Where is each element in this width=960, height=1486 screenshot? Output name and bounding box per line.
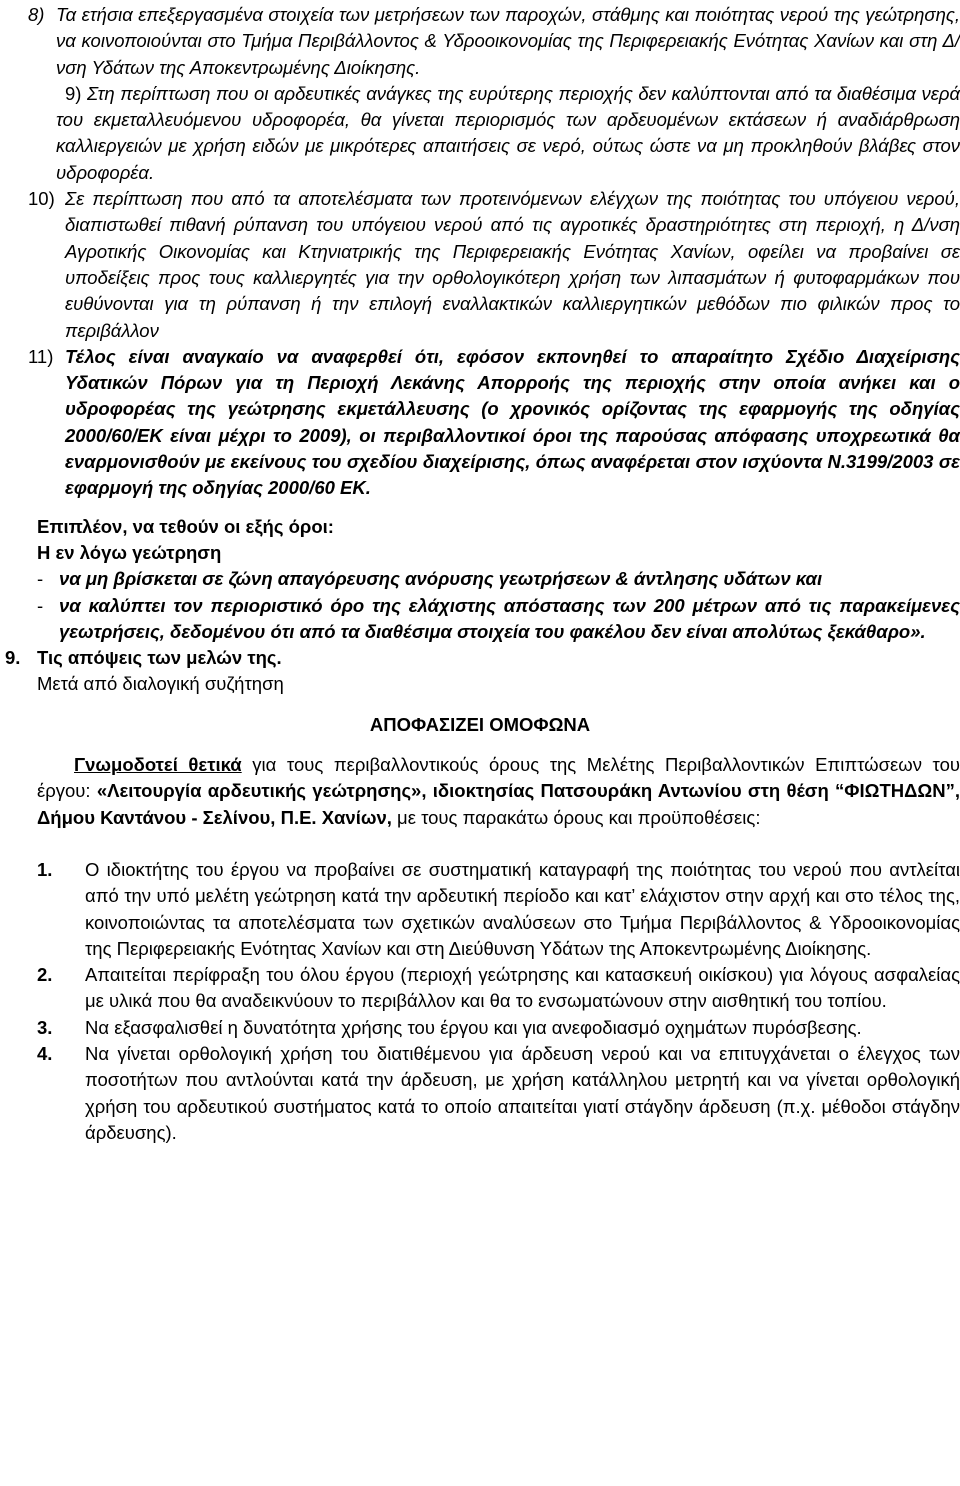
opinion-text-2: με τους παρακάτω όρους και προϋποθέσεις:: [391, 806, 761, 828]
extra-terms-heading: Επιπλέον, να τεθούν οι εξής όροι:: [37, 515, 334, 537]
term-number: 9): [65, 82, 82, 104]
agenda-number: 9.: [5, 647, 21, 669]
condition-text: Ο ιδιοκτήτης του έργου να προβαίνει σε συστηματική καταγραφή της ποιότητας του νερού που αντλείται από την υπό μελέτη γεώτρηση κατά την αρδευτική περίοδο και κατ’ ελάχιστον στην αρχή και στο τέλος της, κοινοποιώντας τα αποτελέσματα των σχετικών αναλύσεων στο Τμήμα Περιβάλλοντος & Υδροοικονομίας της Περιφερειακής Ενότητας Χανίων και στη Διεύθυνση Υδάτων της Αποκεντρωμένης Διοίκησης.: [85, 858, 960, 959]
term-9: [56, 81, 960, 186]
extra-term-text: να καλύπτει τον περιοριστικό όρο της ελάχιστης απόστασης των 200 μέτρων από τις παρακείμενες γεωτρήσεις, δεδομένου ότι από τα διαθέσιμα στοιχεία του φακέλου δεν είναι απολύτως ξεκάθαρο».: [59, 594, 960, 642]
project-title: «Λειτουργία αρδευτικής γεώτρησης», ιδιοκτησίας Πατσουράκη Αντωνίου στη θέση “ΦΙΩΤΗΔΩΝ”, Δήμου Καντάνου - Σελίνου, Π.Ε. Χανίων,: [37, 780, 960, 828]
conditions-list: [37, 857, 960, 1146]
extra-terms-subheading: Η εν λόγω γεώτρηση: [37, 541, 222, 563]
condition-3: [37, 1015, 960, 1041]
condition-number: 1.: [37, 858, 53, 880]
opinion-paragraph: [37, 752, 960, 831]
term-number: 11): [28, 345, 54, 367]
extra-term-1: [37, 566, 960, 592]
term-text: Τέλος είναι αναγκαίο να αναφερθεί ότι, εφόσον εκπονηθεί το απαραίτητο Σχέδιο Διαχείρισης Υδατικών Πόρων για τη Περιοχή Λεκάνης Απορροής της περιοχής στην οποία ανήκει και ο υδροφορέας της γεώτρησης εκμετάλλευσης (ο χρονικός ορίζοντας της εφαρμογής της οδηγίας 2000/60/ΕΚ είναι μέχρι το 2009), οι περιβαλλοντικοί όροι της παρούσας απόφασης υποχρεωτικά θα εναρμονισθούν με εκείνους του σχεδίου διαχείρισης, όπως αναφέρεται στον ισχύοντα Ν.3199/2003 σε εφαρμογή της οδηγίας 2000/60 ΕΚ.: [65, 345, 960, 499]
condition-number: 3.: [37, 1016, 53, 1038]
discussion-note: Μετά από διαλογική συζήτηση: [37, 673, 284, 695]
term-text: Σε περίπτωση που από τα αποτελέσματα των προτεινόμενων ελέγχων της ποιότητας του υπόγειου νερού, διαπιστωθεί πιθανή ρύπανση του υπόγειου νερού από τις αγροτικές δραστηριότητες στη περιοχή, η Δ/νση Αγροτικής Οικονομίας και Κτηνιατρικής της Περιφερειακής Ενότητας Χανίων, οφείλει να προβαίνει σε υποδείξεις προς τους καλλιεργητές για την ορθολογικότερη χρήση των λιπασμάτων ή φυτοφαρμάκων που ευθύνονται για τη ρύπανση ή την επιλογή εναλλακτικών: [65, 188, 960, 315]
opinion-lead: Γνωμοδοτεί θετικά: [74, 754, 242, 776]
condition-4: [37, 1041, 960, 1146]
condition-text: Να εξασφαλισθεί η δυνατότητα χρήσης του έργου και για ανεφοδιασμό οχημάτων πυρόσβεσης.: [85, 1016, 862, 1038]
extra-term-text: να μη βρίσκεται σε ζώνη απαγόρευσης ανόρυσης γεωτρήσεων & άντλησης υδάτων και: [59, 568, 823, 590]
term-text-end: καλλιεργητικών μεθόδων πιο φιλικών προς το περιβάλλον: [65, 293, 960, 341]
condition-number: 4.: [37, 1042, 53, 1064]
condition-text: Απαιτείται περίφραξη του όλου έργου (περιοχή γεώτρησης και κατασκευή οικίσκου) για λόγους ασφαλείας με υλικά που θα αναδεικνύουν το περιβάλλον και θα το ενσωματώνουν στην αισθητική του τοπίου.: [85, 964, 960, 1012]
agenda-title: Τις απόψεις των μελών της.: [37, 647, 282, 669]
term-number: 10): [28, 188, 55, 210]
decision-heading: ΑΠΟΦΑΣΙΖΕΙ ΟΜΟΦΩΝΑ: [369, 713, 591, 735]
term-text: Τα ετήσια επεξεργασμένα στοιχεία των μετρήσεων των παροχών, στάθμης και ποιότητας νερού της γεώτρησης, να κοινοποιούνται στο Τμήμα Περιβάλλοντος & Υδροοικονομίας της Περιφερειακής Ενότητας Χανίων και στη Δ/νση Υδάτων της Αποκεντρωμένης Διοίκησης.: [56, 4, 960, 78]
opinion-text-1: για τους περιβαλλοντικούς όρους της Μελέτης Περιβαλλοντικών Επιπτώσεων του έργου:: [37, 754, 960, 802]
condition-number: 2.: [37, 964, 53, 986]
term-text: Στη περίπτωση που οι αρδευτικές ανάγκες της ευρύτερης περιοχής δεν καλύπτονται από τα διαθέσιμα νερά του εκμεταλλευόμενου υδροφορέα, θα γίνεται περιορισμός των αρδευομένων εκτάσεων ή αναδιάρθρωση καλλιεργειών με χρήση ειδών με μικρότερες απαιτήσεις σε νερό, ούτως ώστε να μη προκληθούν βλάβες στον υδροφορέα.: [56, 82, 960, 183]
condition-2: [37, 962, 960, 1015]
term-8: [28, 2, 960, 81]
term-10: [28, 186, 960, 344]
dash-marker: -: [37, 568, 44, 590]
dash-marker: -: [37, 594, 44, 616]
extra-term-2: [37, 593, 960, 646]
condition-text: Να γίνεται ορθολογική χρήση του διατιθέμενου για άρδευση νερού και να επιτυγχάνεται ο έλεγχος των ποσοτήτων που αντλούνται κατά την άρδευση, με χρήση κατάλληλου μετρητή και να γίνεται ορθολογική χρήση του αρδευτικού συστήματος κατά το οποίο απαιτείται γιατί στάγδην άρδευση (π.χ. μέθοδοι στάγδην άρδευσης).: [85, 1042, 960, 1143]
term-number: 8): [28, 4, 45, 25]
condition-1: [37, 857, 960, 962]
term-11: [28, 344, 960, 502]
agenda-item-9: [5, 645, 960, 671]
